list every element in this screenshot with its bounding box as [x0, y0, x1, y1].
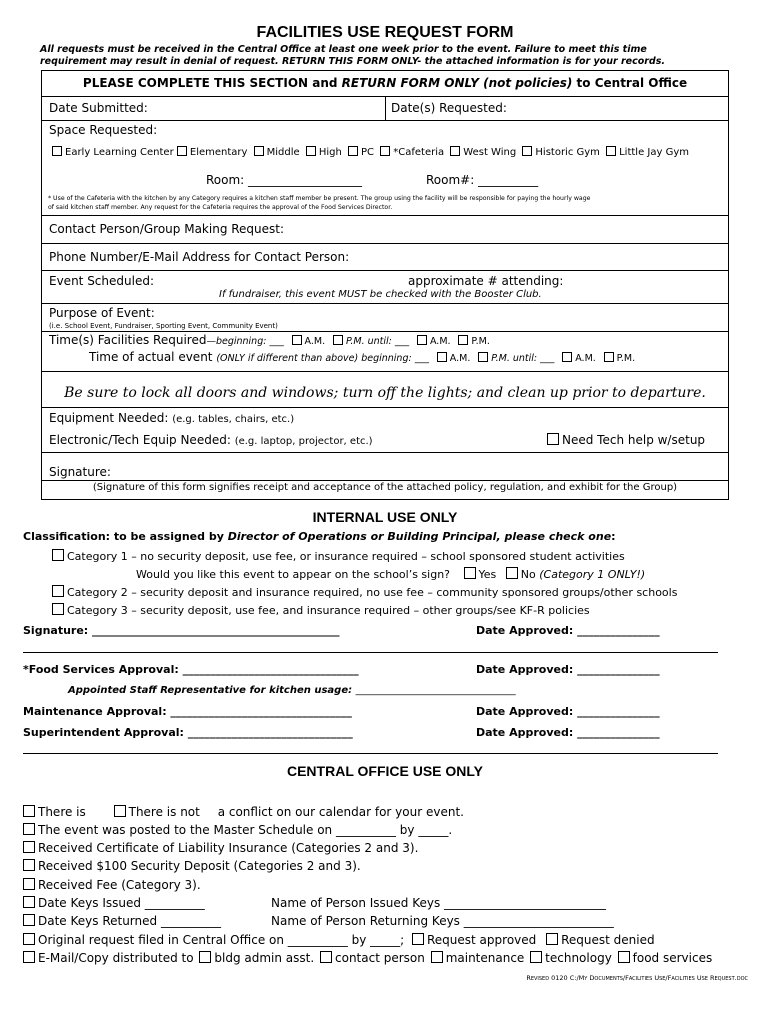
checkbox[interactable] [506, 567, 518, 579]
space-option[interactable]: Elementary [177, 147, 248, 158]
dates-requested-label[interactable]: Date(s) Requested: [391, 101, 507, 115]
internal-use-title: INTERNAL USE ONLY [312, 509, 458, 525]
date-submitted-label[interactable]: Date Submitted: [49, 101, 148, 115]
am-checkbox[interactable] [292, 335, 302, 345]
divider [42, 407, 728, 408]
space-option[interactable]: Early Learning Center [52, 147, 174, 158]
am-label: A.M. [304, 336, 326, 347]
divider [42, 215, 728, 216]
divider [42, 452, 728, 453]
am-checkbox[interactable] [417, 335, 427, 345]
checkbox[interactable] [546, 933, 558, 945]
divider [42, 303, 728, 304]
checkbox[interactable] [23, 805, 35, 817]
distrib-option[interactable]: food services [618, 951, 713, 965]
date-approved-line[interactable]: Date Approved: _______________ [476, 705, 660, 718]
checkbox[interactable] [23, 859, 35, 871]
pm-label: P.M. [471, 336, 490, 347]
contact-person-label[interactable]: Contact Person/Group Making Request: [49, 222, 285, 236]
food-approval-line[interactable]: *Food Services Approval: ________________________________ [23, 663, 359, 676]
equipment-label: Equipment Needed: [49, 411, 169, 425]
checkbox[interactable] [52, 549, 64, 561]
electronic-label: Electronic/Tech Equip Needed: [49, 433, 231, 447]
date-approved-line[interactable]: Date Approved: _______________ [476, 663, 660, 676]
posted-option[interactable]: The event was posted to the Master Schedule on __________ by _____. [23, 823, 452, 837]
there-is-not-option[interactable]: There is not [114, 805, 200, 819]
maintenance-approval-line[interactable]: Maintenance Approval: _________________________________ [23, 705, 352, 718]
checkbox[interactable] [23, 933, 35, 945]
distrib-option[interactable]: contact person [320, 951, 425, 965]
section-header: PLEASE COMPLETE THIS SECTION and RETURN FORM ONLY (not policies) to Central Office [82, 76, 688, 90]
am-checkbox[interactable] [562, 352, 572, 362]
category-3-option[interactable]: Category 3 – security deposit, use fee, and insurance required – other groups/see KF-R policies [52, 603, 590, 617]
space-option[interactable]: West Wing [450, 147, 516, 158]
date-approved-line[interactable]: Date Approved: _______________ [476, 726, 660, 739]
intro-line-1: All requests must be received in the Central Office at least one week prior to the event. Failure to meet this time [40, 44, 647, 55]
keys-returned-option[interactable]: Date Keys Returned __________ [23, 914, 221, 928]
checkbox[interactable] [412, 933, 424, 945]
conflict-row [23, 805, 464, 819]
internal-signature-line[interactable]: Signature: _____________________________________________ [23, 624, 340, 637]
conflict-text: a conflict on our calendar for your event. [217, 805, 464, 819]
pm-checkbox[interactable] [458, 335, 468, 345]
name-returning-line[interactable]: Name of Person Returning Keys _________________________ [271, 914, 614, 928]
deposit-option[interactable]: Received $100 Security Deposit (Categories 2 and 3). [23, 859, 361, 873]
no-option[interactable]: No (Category 1 ONLY!) [506, 568, 645, 581]
distrib-option[interactable]: technology [530, 951, 612, 965]
checkbox[interactable] [606, 146, 616, 156]
space-option[interactable]: Middle [254, 147, 300, 158]
original-filed-option[interactable]: Original request filed in Central Office on __________ by _____; [23, 933, 404, 947]
checkbox[interactable] [23, 896, 35, 908]
category-2-option[interactable]: Category 2 – security deposit and insurance required, no use fee – community sponsored groups/other schools [52, 585, 677, 599]
space-option[interactable]: Little Jay Gym [606, 147, 689, 158]
checkbox[interactable] [114, 805, 126, 817]
checkbox[interactable] [320, 951, 332, 963]
sign-question-row [136, 567, 645, 581]
checkbox[interactable] [177, 146, 187, 156]
equipment-row[interactable] [49, 411, 294, 425]
room-number-field[interactable]: Room#: __________ [426, 173, 539, 187]
divider [23, 753, 718, 754]
cafeteria-note-1: * Use of the Cafeteria with the kitchen by any Category requires a kitchen staff member be present. The group using the facility will be responsible for paying the hourly wage [48, 195, 591, 202]
actual-note[interactable]: (ONLY if different than above) beginning: ___ [216, 353, 429, 364]
divider [23, 652, 718, 653]
divider [42, 371, 728, 372]
space-options [52, 146, 689, 158]
pm-checkbox[interactable] [604, 352, 614, 362]
checkbox[interactable] [52, 585, 64, 597]
electronic-hint: (e.g. laptop, projector, etc.) [234, 436, 373, 447]
appointed-staff-row[interactable] [68, 685, 516, 696]
checkbox[interactable] [23, 823, 35, 835]
pm-until-label: P.M. until: ___ [491, 353, 555, 364]
certificate-option[interactable]: Received Certificate of Liability Insurance (Categories 2 and 3). [23, 841, 418, 855]
space-option[interactable]: PC [348, 147, 374, 158]
keys-issued-option[interactable]: Date Keys Issued __________ [23, 896, 205, 910]
space-option[interactable]: *Cafeteria [380, 147, 444, 158]
form-title: FACILITIES USE REQUEST FORM [256, 24, 514, 41]
divider [42, 120, 728, 121]
classification-label: Classification: to be assigned by Director of Operations or Building Principal, please check one: [23, 530, 616, 543]
request-denied-option[interactable]: Request denied [546, 933, 655, 947]
yes-option[interactable]: Yes [464, 568, 497, 581]
checkbox[interactable] [23, 841, 35, 853]
appointed-staff-line[interactable]: ________________________________ [355, 685, 516, 696]
checkbox[interactable] [306, 146, 316, 156]
checkbox[interactable] [530, 951, 542, 963]
checkbox[interactable] [52, 146, 62, 156]
checkbox[interactable] [380, 146, 390, 156]
checkbox[interactable] [348, 146, 358, 156]
am-checkbox[interactable] [437, 352, 447, 362]
category-1-option[interactable]: Category 1 – no security deposit, use fee, or insurance required – school sponsored student activities [52, 549, 625, 563]
divider [42, 270, 728, 271]
divider [42, 331, 728, 332]
sign-question: Would you like this event to appear on the school’s sign? [136, 568, 451, 581]
name-issued-line[interactable]: Name of Person Issued Keys ___________________________ [271, 896, 607, 910]
revision-footer: Revised 0120 C:/My Documents/Facilities Use/Facilities Use Request.doc [526, 974, 748, 982]
checkbox[interactable] [254, 146, 264, 156]
signature-note: (Signature of this form signifies receipt and acceptance of the attached policy, regulation, and exhibit for the Group) [92, 482, 678, 493]
pm-until-label: P.M. until: ___ [345, 336, 410, 347]
fundraiser-note: If fundraiser, this event MUST be checked with the Booster Club. [219, 289, 542, 300]
checkbox[interactable] [522, 146, 532, 156]
times-beginning[interactable]: —beginning: ___ [206, 336, 284, 347]
tech-help-label: Need Tech help w/setup [562, 433, 706, 447]
divider [42, 480, 728, 481]
cafeteria-note-2: of said kitchen staff member. Any request for the Cafeteria requires the approval of the Food Services Director. [48, 204, 393, 211]
checkbox[interactable] [199, 951, 211, 963]
original-filed-row [23, 933, 655, 947]
distrib-option[interactable]: bldg admin asst. [199, 951, 314, 965]
electronic-row[interactable] [49, 433, 373, 447]
am-label: A.M. [449, 353, 471, 364]
there-is-option[interactable]: There is [23, 805, 86, 819]
divider [385, 96, 386, 120]
checkbox[interactable] [23, 878, 35, 890]
equipment-hint: (e.g. tables, chairs, etc.) [172, 414, 295, 425]
approx-attending-label[interactable]: approximate # attending: [408, 274, 564, 288]
signature-label[interactable]: Signature: [49, 465, 111, 479]
checkbox[interactable] [450, 146, 460, 156]
space-option[interactable]: Historic Gym [522, 147, 600, 158]
fee-option[interactable]: Received Fee (Category 3). [23, 878, 201, 892]
purpose-hint: (i.e. School Event, Fundraiser, Sporting Event, Community Event) [49, 322, 278, 330]
checkbox[interactable] [52, 603, 64, 615]
appointed-staff-label: Appointed Staff Representative for kitchen usage: [68, 685, 353, 696]
email-copy-option[interactable]: E-Mail/Copy distributed to [23, 951, 194, 965]
room-field[interactable]: Room: ___________________ [206, 173, 363, 187]
superintendent-approval-line[interactable]: Superintendent Approval: ______________________________ [23, 726, 353, 739]
actual-time-row [89, 350, 635, 364]
intro-line-2: requirement may result in denial of request. RETURN THIS FORM ONLY- the attached information is for your records. [40, 56, 665, 67]
event-scheduled-label[interactable]: Event Scheduled: [49, 274, 154, 288]
actual-label: Time of actual event [89, 350, 213, 364]
space-option[interactable]: High [306, 147, 342, 158]
departure-reminder: Be sure to lock all doors and windows; turn off the lights; and clean up prior to departure. [64, 385, 706, 401]
checkbox[interactable] [431, 951, 443, 963]
distrib-option[interactable]: maintenance [431, 951, 525, 965]
date-approved-line[interactable]: Date Approved: _______________ [476, 624, 660, 637]
times-label: Time(s) Facilities Required [49, 333, 207, 347]
checkbox[interactable] [464, 567, 476, 579]
tech-help-option[interactable] [547, 433, 705, 447]
request-approved-option[interactable]: Request approved [412, 933, 536, 947]
phone-email-label[interactable]: Phone Number/E-Mail Address for Contact Person: [49, 250, 350, 264]
purpose-label[interactable]: Purpose of Event: [49, 306, 155, 320]
pm-label: P.M. [616, 353, 636, 364]
tech-help-checkbox[interactable] [547, 433, 559, 445]
checkbox[interactable] [618, 951, 630, 963]
space-requested-label: Space Requested: [49, 123, 158, 137]
pm-checkbox[interactable] [478, 352, 488, 362]
pm-checkbox[interactable] [333, 335, 343, 345]
am-label: A.M. [575, 353, 596, 364]
checkbox[interactable] [23, 914, 35, 926]
distribution-row [23, 951, 712, 965]
times-required-row [49, 333, 490, 347]
divider [42, 243, 728, 244]
am-label: A.M. [429, 336, 451, 347]
central-office-title: CENTRAL OFFICE USE ONLY [286, 763, 484, 779]
checkbox[interactable] [23, 951, 35, 963]
